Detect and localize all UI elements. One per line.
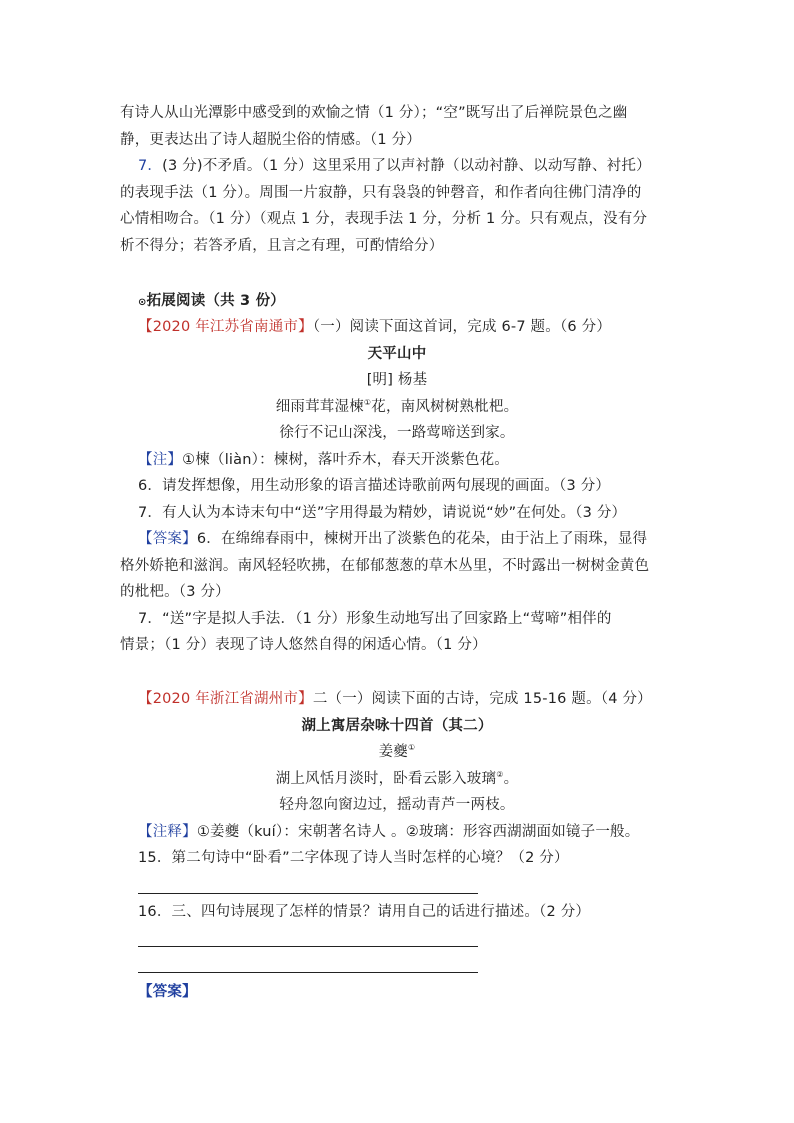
prev-answer-line-1: 有诗人从山光潭影中感受到的欢愉之情（1 分）；“空”既写出了后禅院景色之幽 [120,105,628,121]
footnote-marker: ① [408,743,416,753]
answer-6-text: 6．在绵绵春雨中，楝树开出了淡紫色的花朵，由于沾上了雨珠，显得 [196,531,648,547]
poem-2-verse-1-a: 湖上风恬月淡时，卧看云影入玻璃 [275,771,497,787]
note-label: 【注】 [138,452,183,468]
poem-1-verse-2: 徐行不记山深浅，一路莺啼送到家。 [279,425,515,441]
passage-1-intro [138,317,611,337]
passage-2-intro [138,689,652,709]
note-text: ①姜夔（kuí）：宋朝著名诗人 。②玻璃：形容西湖湖面如镜子一般。 [196,824,640,840]
answer-line-16-a [138,946,478,947]
poem-1-title: 天平山中 [367,346,427,362]
prev-answer-q7-line-4: 析不得分；若答矛盾，且言之有理，可酌情给分） [120,238,444,254]
poem-1-note [138,450,509,470]
prev-answer-q7-line-3: 心情相吻合。（1 分）（观点 1 分，表现手法 1 分，分析 1 分。只有观点，没有分 [120,211,648,227]
passage-2-instruction: 二（一）阅读下面的古诗，完成 15-16 题。（4 分） [312,691,652,707]
footnote-marker: ① [363,398,372,408]
poem-2-title: 湖上寓居杂咏十四首（其二） [301,718,493,734]
section-heading [138,291,285,313]
answer-line-16-b [138,972,478,973]
answer-6-line-2: 格外娇艳和滋润。南风轻轻吹拂，在郁郁葱葱的草木丛里，不时露出一树树金黄色 [120,558,650,574]
poem-1-verse-1 [0,397,794,417]
poem-2-verse-1-b: 。 [503,771,519,787]
poem-2-verse-2: 轻舟忽向窗边过，摇动青芦一两枝。 [279,797,515,813]
answer-7-line-1: 7．“送”字是拟人手法．（1 分）形象生动地写出了回家路上“莺啼”相伴的 [138,611,612,627]
section-title: 拓展阅读（共 3 份） [146,293,285,309]
prev-answer-line-2: 静，更表达出了诗人超脱尘俗的情感。（1 分） [120,132,421,148]
section-marker-icon: ⊙ [138,297,147,308]
answer-6-line-3: 的枇杷。（3 分） [120,584,230,600]
answer-7-line-2: 情景；（1 分）表现了诗人悠然自得的闲适心情。（1 分） [120,637,487,653]
poem-2-note [138,822,639,842]
passage-2-source: 【2020 年浙江省湖州市】 [138,691,313,707]
answer-label: 【答案】 [138,531,197,547]
poem-1-verse-1-b: 花，南风树树熟枇杷。 [371,399,519,415]
poem-2-author-name: 姜夔 [378,744,409,760]
question-7: 7．有人认为本诗末句中“送”字用得最为精妙，请说说“妙”在何处。（3 分） [138,505,627,521]
poem-2-verse-1 [0,769,794,789]
prev-answer-q7-line-1 [138,156,651,176]
q7-number: 7． [138,158,163,174]
question-16: 16．三、四句诗展现了怎样的情景？请用自己的话进行描述。（2 分） [138,904,591,920]
note-text: ①楝（liàn）：楝树，落叶乔木，春天开淡紫色花。 [182,452,509,468]
footnote-marker: ② [496,770,504,780]
question-6: 6．请发挥想像，用生动形象的语言描述诗歌前两句展现的画面。（3 分） [138,478,611,494]
passage-1-instruction: （一）阅读下面这首词，完成 6-7 题。（6 分） [312,319,612,335]
answer-6-line-1 [138,529,647,549]
poem-1-verse-1-a: 细雨茸茸湿楝 [275,399,364,415]
note-label: 【注释】 [138,824,197,840]
q7-text: (3 分)不矛盾。（1 分）这里采用了以声衬静（以动衬静、以动写静、衬托） [162,158,651,174]
question-15: 15．第二句诗中“卧看”二字体现了诗人当时怎样的心境？（2 分） [138,850,569,866]
poem-1-author: [明] 杨基 [366,372,428,388]
poem-2-author [0,742,794,762]
prev-answer-q7-line-2: 的表现手法（1 分）。周围一片寂静，只有袅袅的钟磬音，和作者向往佛门清净的 [120,185,642,201]
answer-label: 【答案】 [138,984,197,1000]
passage-1-source: 【2020 年江苏省南通市】 [138,319,313,335]
answer-line-15 [138,893,478,894]
